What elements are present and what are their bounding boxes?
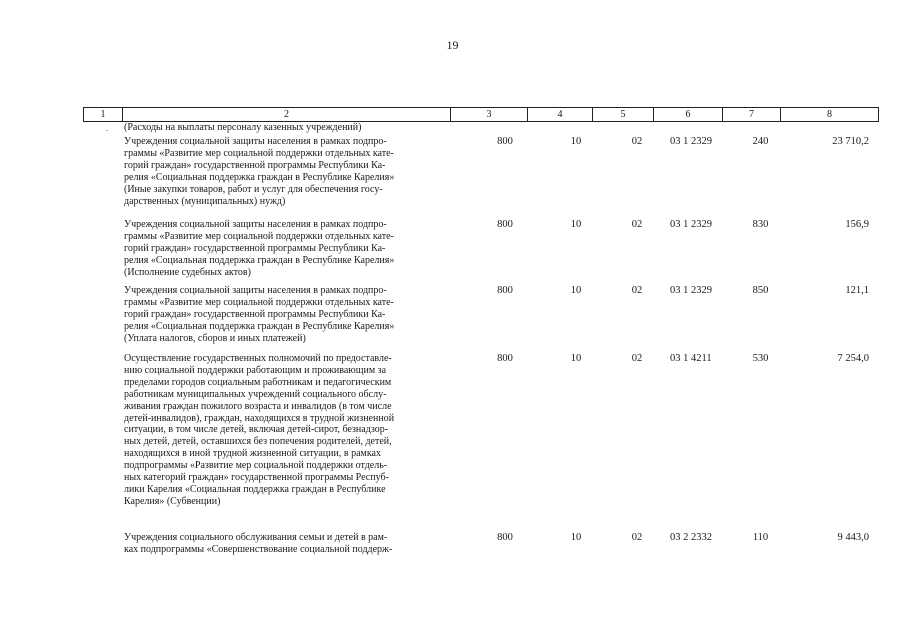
header-col-3: 3 (451, 108, 528, 121)
header-col-2: 2 (123, 108, 451, 121)
header-col-4: 4 (528, 108, 593, 121)
row-grp: 800 (497, 285, 513, 296)
row-grp: 800 (497, 353, 513, 364)
row-description: Осуществление государственных полномочий по предоставле- нию социальной поддержки работающим и проживающим за пределами городов социальным работникам и педагогическим работникам муниципальных учреждений социального обслу- живания граждан пожилого возраста и инвалидов (в том числе детей-инвалидов), граждан, находящихся в трудной жизненной ситуации, в том числе детей, включая детей-сирот, безнадзор- ных детей, детей, оставшихся без попечения родителей, детей, находящихся в иной трудной жизненной ситуации, в рамках подпрограммы «Развитие мер социальной поддержки отдель- ных категорий граждан» государственной программы Респуб- лики Карелия «Социальная поддержка граждан в Республике Карелия» (Субвенции) (124, 353, 395, 507)
row-section: 10 (570, 353, 582, 364)
row-vr: 830 (752, 219, 769, 230)
row-grp: 800 (497, 219, 513, 230)
row-subsection: 02 (631, 353, 643, 364)
row-csr: 03 1 4211 (670, 353, 712, 364)
row-vr: 240 (752, 136, 769, 147)
row-description: Учреждения социальной защиты населения в рамках подпро- граммы «Развитие мер социальной поддержки отдельных кате- горий граждан» государственной программы Республики Ка- релия «Социальная поддержка граждан в Республике Карелия» (Иные закупки товаров, работ и услуг для обеспечения госу- дарственных (муниципальных) нужд) (124, 136, 395, 207)
row-sum: 156,9 (845, 219, 869, 230)
row-csr: 03 1 2329 (670, 136, 712, 147)
row-vr: 530 (752, 353, 769, 364)
row-description: Учреждения социальной защиты населения в рамках подпро- граммы «Развитие мер социальной поддержки отдельных кате- горий граждан» государственной программы Республики Ка- релия «Социальная поддержка граждан в Республике Карелия» (Уплата налогов, сборов и иных платежей) (124, 285, 395, 344)
row-csr: 03 2 2332 (670, 532, 712, 543)
row-description: Учреждения социального обслуживания семьи и детей в рам- ках подпрограммы «Совершенствование социальной поддерж- (124, 532, 393, 555)
header-col-7: 7 (723, 108, 781, 121)
page-number: 19 (446, 38, 459, 52)
row-description: Учреждения социальной защиты населения в рамках подпро- граммы «Развитие мер социальной поддержки отдельных кате- горий граждан» государственной программы Республики Ка- релия «Социальная поддержка граждан в Республике Карелия» (Исполнение судебных актов) (124, 219, 395, 278)
row-grp: 800 (497, 136, 513, 147)
row-subsection: 02 (631, 219, 643, 230)
table-header-row (83, 107, 879, 122)
header-col-1: 1 (84, 108, 123, 121)
header-col-8: 8 (827, 109, 832, 120)
row-sum: 9 443,0 (837, 532, 869, 543)
row-sum: 7 254,0 (837, 353, 869, 364)
row-csr: 03 1 2329 (670, 219, 712, 230)
row-subsection: 02 (631, 136, 643, 147)
row-section: 10 (570, 136, 582, 147)
row-vr: 110 (752, 532, 769, 543)
continuation-text: (Расходы на выплаты персоналу казенных учреждений) (124, 122, 362, 133)
row-section: 10 (570, 532, 582, 543)
header-col-6: 6 (654, 108, 723, 121)
margin-mark: . (106, 124, 108, 133)
row-section: 10 (570, 285, 582, 296)
header-col-5: 5 (593, 108, 654, 121)
row-section: 10 (570, 219, 582, 230)
row-subsection: 02 (631, 285, 643, 296)
row-vr: 850 (752, 285, 769, 296)
row-grp: 800 (497, 532, 513, 543)
row-sum: 121,1 (845, 285, 869, 296)
row-subsection: 02 (631, 532, 643, 543)
row-csr: 03 1 2329 (670, 285, 712, 296)
row-sum: 23 710,2 (832, 136, 869, 147)
